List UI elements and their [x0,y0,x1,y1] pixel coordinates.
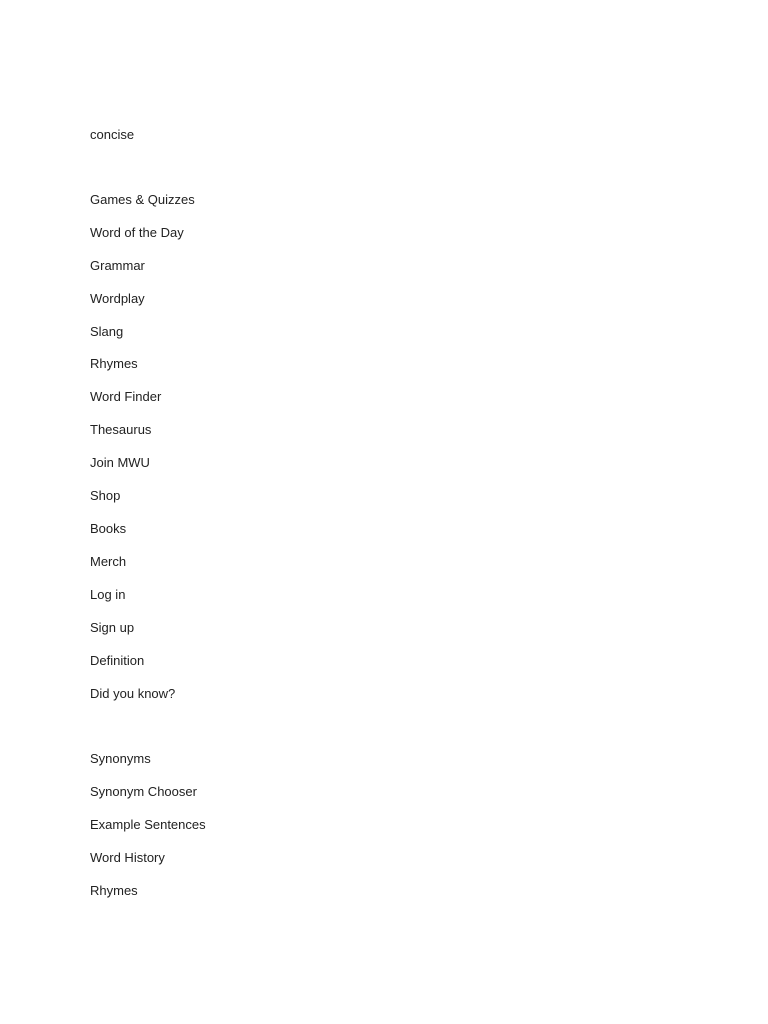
section-example-sentences[interactable]: Example Sentences [90,817,206,832]
section-synonym-chooser[interactable]: Synonym Chooser [90,784,197,799]
nav-log-in[interactable]: Log in [90,587,126,602]
search-term: concise [90,127,135,142]
nav-thesaurus[interactable]: Thesaurus [90,422,152,437]
nav-merch[interactable]: Merch [90,554,127,569]
nav-shop[interactable]: Shop [90,488,121,503]
nav-word-of-the-day[interactable]: Word of the Day [90,225,184,240]
nav-slang[interactable]: Slang [90,324,124,339]
nav-books[interactable]: Books [90,521,127,536]
nav-did-you-know[interactable]: Did you know? [90,686,176,701]
nav-rhymes[interactable]: Rhymes [90,356,138,371]
nav-word-finder[interactable]: Word Finder [90,389,162,404]
nav-join-mwu[interactable]: Join MWU [90,455,150,470]
nav-sign-up[interactable]: Sign up [90,620,135,635]
nav-games-quizzes[interactable]: Games & Quizzes [90,192,195,207]
section-rhymes[interactable]: Rhymes [90,883,138,898]
nav-wordplay[interactable]: Wordplay [90,291,145,306]
section-synonyms[interactable]: Synonyms [90,751,151,766]
section-word-history[interactable]: Word History [90,850,165,865]
nav-grammar[interactable]: Grammar [90,258,145,273]
nav-definition[interactable]: Definition [90,653,145,668]
